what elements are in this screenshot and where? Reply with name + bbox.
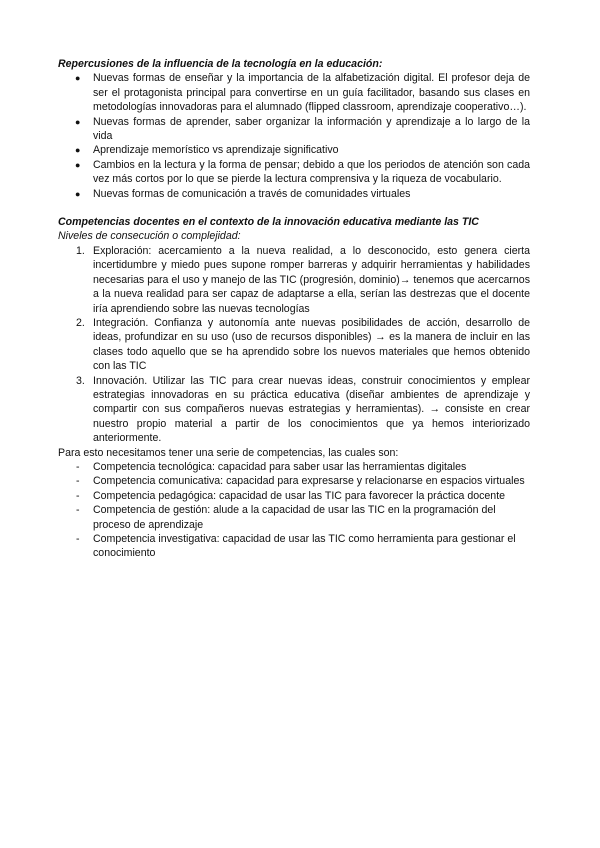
list-item-text: Competencia comunicativa: capacidad para expresarse y relacionarse en espacios virtuales bbox=[93, 475, 525, 488]
dash-icon: - bbox=[76, 504, 80, 517]
section-spacer bbox=[58, 201, 530, 215]
list-item-text: Integración. Confianza y autonomía ante nuevas posibilidades de acción, desarrollo de ideas, profundizar en su uso (uso de recursos disponibles) → es la manera de incluir en las clases todo aquello que se ha aprendido sobre los nuevos materiales que hemos obtenido con las TIC bbox=[93, 316, 530, 373]
dash-icon: - bbox=[76, 489, 80, 502]
list-item-text: Exploración: acercamiento a la nueva realidad, a lo desconocido, esto genera cierta incertidumbre y miedo pues supone romper barreras y adquirir herramientas y habilidades necesarias para el uso y manejo de las TIC (progresión, dominio)→ tenemos que acercarnos a la nueva realidad para ser capaz de adaptarse a ella, serían las destrezas que el docente iría aprendiendo sobre las nuevas tecnologías bbox=[93, 244, 530, 315]
dash-icon: - bbox=[76, 460, 80, 473]
list-item bbox=[58, 503, 530, 532]
list-item-text: Competencia investigativa: capacidad de usar las TIC como herramienta para gestionar el conocimiento bbox=[93, 533, 516, 560]
list-item bbox=[58, 187, 530, 201]
niveles-list bbox=[58, 244, 530, 446]
list-number: 1. bbox=[76, 244, 85, 257]
list-item-text: Cambios en la lectura y la forma de pensar; debido a que los periodos de atención son cada vez más cortos por lo que se pierde la lectura comprensiva y la riqueza de vocabulario. bbox=[93, 158, 530, 186]
list-item bbox=[58, 460, 530, 474]
list-number: 3. bbox=[76, 374, 85, 387]
repercusiones-list bbox=[58, 71, 530, 201]
list-item-text: Aprendizaje memorístico vs aprendizaje significativo bbox=[93, 144, 339, 157]
list-item bbox=[58, 71, 530, 114]
dash-icon: - bbox=[76, 475, 80, 488]
list-item bbox=[58, 532, 530, 561]
section-subheading-niveles: Niveles de consecución o complejidad: bbox=[58, 230, 241, 243]
list-item-text: Competencia tecnológica: capacidad para saber usar las herramientas digitales bbox=[93, 460, 467, 473]
list-item bbox=[58, 474, 530, 488]
bullet-icon: ● bbox=[75, 116, 81, 127]
bullet-icon: ● bbox=[75, 145, 81, 156]
list-item-text: Innovación. Utilizar las TIC para crear nuevas ideas, construir conocimientos y emplear estrategias innovadoras en su práctica educativa (diseñar ambientes de aprendizaje y compartir con sus compañeros nuevas estrategias y herramientas). → consiste en crear nuestro propio material a partir de los conocimientos que ya hemos interiorizado anteriormente. bbox=[93, 374, 530, 445]
bullet-icon: ● bbox=[75, 159, 81, 170]
list-item bbox=[58, 143, 530, 157]
section-heading-competencias: Competencias docentes en el contexto de la innovación educativa mediante las TIC bbox=[58, 216, 479, 229]
list-item-text: Nuevas formas de aprender, saber organizar la información y aprendizaje a lo largo de la vida bbox=[93, 115, 530, 143]
list-item-text: Nuevas formas de comunicación a través de comunidades virtuales bbox=[93, 187, 411, 200]
section-heading-repercusiones: Repercusiones de la influencia de la tecnología en la educación: bbox=[58, 58, 383, 70]
list-item bbox=[58, 115, 530, 144]
list-item-text: Competencia de gestión: alude a la capacidad de usar las TIC en la programación del proceso de aprendizaje bbox=[93, 504, 496, 531]
list-number: 2. bbox=[76, 316, 85, 329]
list-item bbox=[58, 244, 530, 316]
dash-icon: - bbox=[76, 533, 80, 545]
list-item bbox=[58, 489, 530, 503]
competencias-intro: Para esto necesitamos tener una serie de competencias, las cuales son: bbox=[58, 446, 399, 459]
bullet-icon: ● bbox=[75, 73, 81, 84]
list-item-text: Competencia pedagógica: capacidad de usar las TIC para favorecer la práctica docente bbox=[93, 489, 506, 502]
list-item-text: Nuevas formas de enseñar y la importancia de la alfabetización digital. El profesor deja de ser el protagonista principal para convertirse en un guía facilitador, basando sus clases en metodologías innovadoras para el alumnado (flipped classroom, aprendizaje cooperativo…). bbox=[93, 72, 530, 114]
list-item bbox=[58, 374, 530, 446]
bullet-icon: ● bbox=[75, 188, 81, 199]
list-item bbox=[58, 316, 530, 374]
list-item bbox=[58, 158, 530, 187]
competencias-list bbox=[58, 460, 530, 561]
